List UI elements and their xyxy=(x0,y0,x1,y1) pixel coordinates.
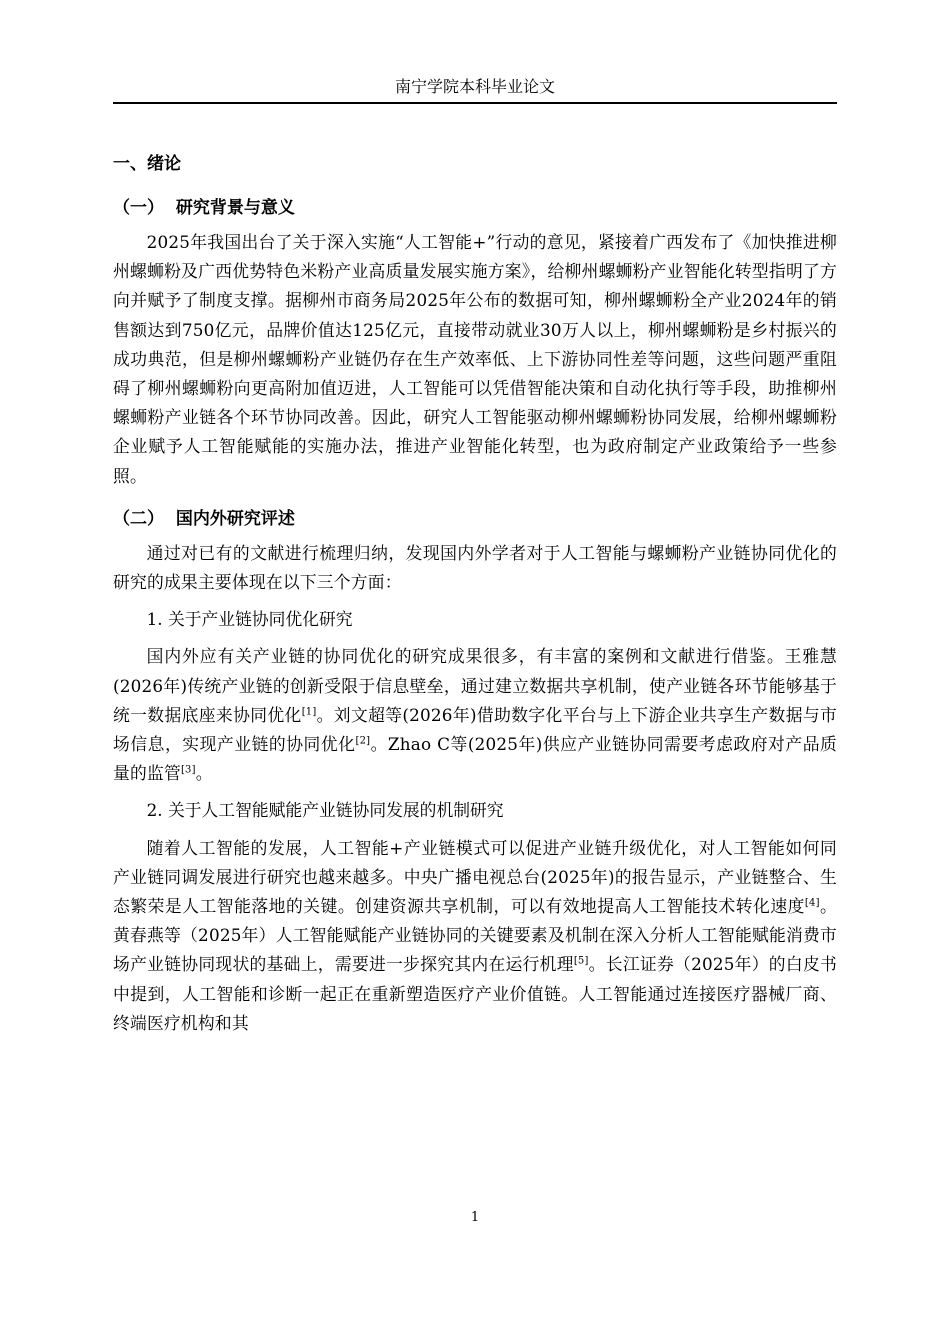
paragraph-collaboration-research xyxy=(113,642,837,788)
text-segment: 。刘文超等(2026年)借助数字化平台与上下游企业共享生产数据与市场信息，实现产业链的协同优化 xyxy=(113,704,837,755)
page-number: 1 xyxy=(470,1210,480,1225)
subsection-title-background: （一） 研究背景与意义 xyxy=(113,198,295,218)
citation-4: [4] xyxy=(804,897,820,909)
citation-3: [3] xyxy=(180,764,196,776)
text-segment: 。Zhao C等(2025年)供应产业链协同需要考虑政府对产品质量的监管 xyxy=(113,734,837,784)
header-title: 南宁学院本科毕业论文 xyxy=(394,77,555,96)
paragraph-review-intro: 通过对已有的文献进行梳理归纳，发现国内外学者对于人工智能与螺蛳粉产业链协同优化的研究的成果主要体现在以下三个方面： xyxy=(113,542,837,593)
text-segment: 国内外应有关产业链的协同优化的研究成果很多，有丰富的案例和文献进行借鉴。王雅慧(2026年)传统产业链的创新受限于信息壁垒，通过建立数据共享机制，使产业链各环节能够基于统一数据底座来协同优化 xyxy=(113,646,837,725)
text-segment: 。长江证券（2025年）的白皮书中提到，人工智能和诊断一起正在重新塑造医疗产业价值链。人工智能通过连接医疗器械厂商、终端医疗机构和其 xyxy=(113,954,837,1033)
citation-1: [1] xyxy=(301,706,317,718)
list-item-heading-2: 2. 关于人工智能赋能产业链协同发展的机制研究 xyxy=(146,800,504,821)
paragraph-background: 2025年我国出台了关于深入实施“人工智能+”行动的意见，紧接着广西发布了《加快推进柳州螺蛳粉及广西优势特色米粉产业高质量发展实施方案》，给柳州螺蛳粉产业智能化转型指明了方向并赋予了制度支撑。据柳州市商务局2025年公布的数据可知，柳州螺蛳粉全产业2024年的销售额达到750亿元，品牌价值达125亿元，直接带动就业30万人以上，柳州螺蛳粉是乡村振兴的成功典范，但是柳州螺蛳粉产业链仍存在生产效率低、上下游协同性差等问题，这些问题严重阻碍了柳州螺蛳粉向更高附加值迈进，人工智能可以凭借智能决策和自动化执行等手段，助推柳州螺蛳粉产业链各个环节协同改善。因此，研究人工智能驱动柳州螺蛳粉协同发展，给柳州螺蛳粉企业赋予人工智能赋能的实施办法，推进产业智能化转型，也为政府制定产业政策给予一些参照。 xyxy=(113,232,837,486)
paragraph-ai-mechanism xyxy=(113,834,837,1038)
section-title: 一、绪论 xyxy=(113,154,181,174)
list-item-heading-1: 1. 关于产业链协同优化研究 xyxy=(146,609,353,630)
text-segment: 。黄春燕等（2025年）人工智能赋能产业链协同的关键要素及机制在深入分析人工智能赋能消费市场产业链协同现状的基础上，需要进一步探究其内在运行机理 xyxy=(113,896,837,975)
text-segment: 随着人工智能的发展，人工智能+产业链模式可以促进产业链升级优化，对人工智能如何同产业链同调发展进行研究也越来越多。中央广播电视总台(2025年)的报告显示，产业链整合、生态繁荣是人工智能落地的关键。创建资源共享机制，可以有效地提高人工智能技术转化速度 xyxy=(113,837,837,917)
text-segment: 。 xyxy=(195,763,213,784)
citation-5: [5] xyxy=(573,955,589,967)
citation-2: [2] xyxy=(355,735,371,747)
subsection-title-review: （二） 国内外研究评述 xyxy=(113,508,295,529)
page-header xyxy=(113,72,837,104)
document-body xyxy=(113,148,837,1038)
